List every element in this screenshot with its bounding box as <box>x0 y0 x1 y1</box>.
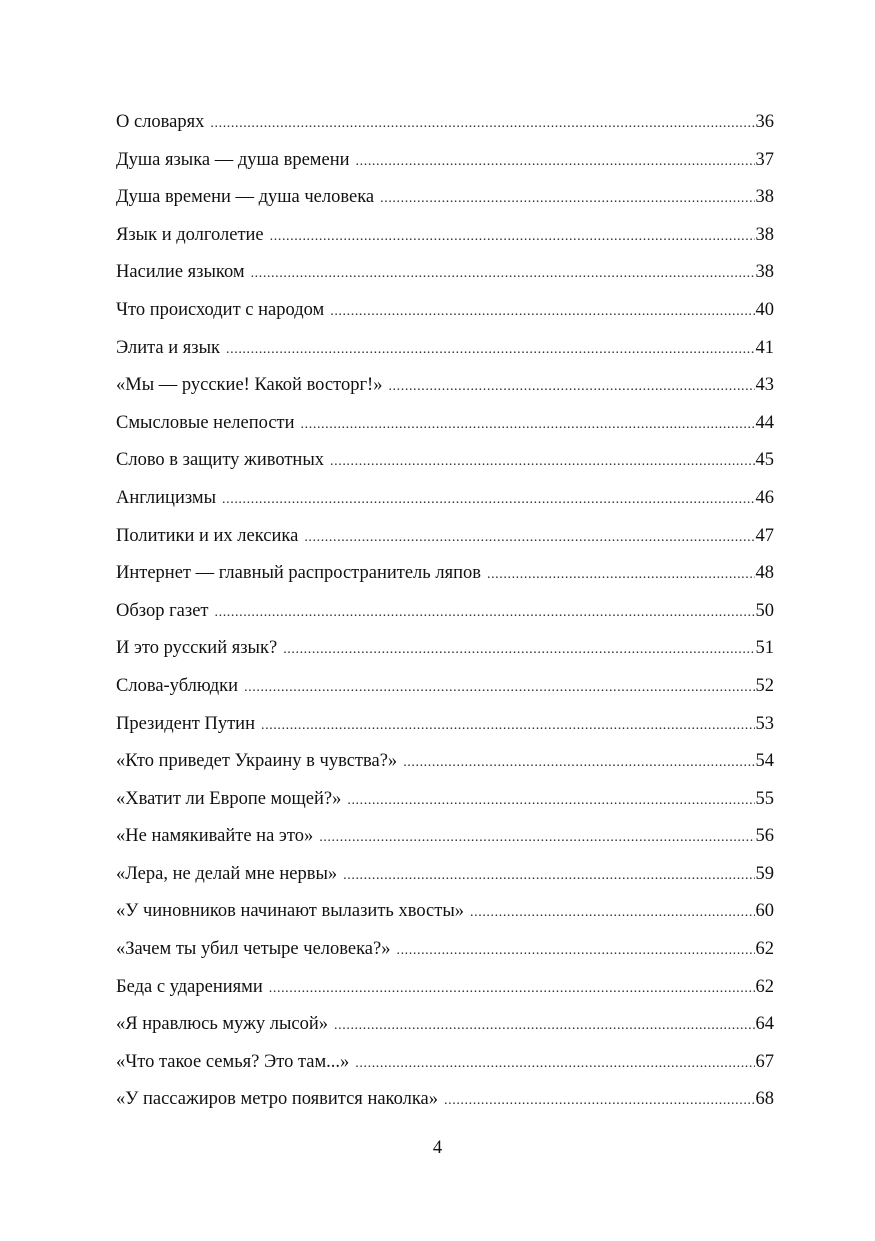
toc-dot-leader <box>388 375 754 399</box>
toc-entry-title: «У пассажиров метро появится наколка» <box>116 1089 439 1110</box>
toc-dot-leader <box>215 601 755 625</box>
toc-entry <box>116 373 774 411</box>
toc-dot-leader <box>330 450 754 474</box>
toc-entry-title: «Зачем ты убил четыре человека?» <box>116 939 391 960</box>
toc-entry-title: «Лера, не делай мне нервы» <box>116 863 338 884</box>
toc-entry-page: 38 <box>755 262 774 283</box>
toc-entry-page: 62 <box>755 939 774 960</box>
toc-dot-leader <box>226 338 754 362</box>
toc-dot-leader <box>244 676 754 700</box>
toc-entry-title: Обзор газет <box>116 600 209 621</box>
toc-entry-page: 53 <box>755 713 774 734</box>
toc-dot-leader <box>470 901 754 925</box>
toc-entry-title: «Что такое семья? Это там...» <box>116 1051 350 1072</box>
toc-entry <box>116 110 774 148</box>
toc-entry-title: «Кто приведет Украину в чувства?» <box>116 751 398 772</box>
toc-entry <box>116 448 774 486</box>
toc-dot-leader <box>444 1089 754 1113</box>
toc-entry <box>116 336 774 374</box>
toc-entry <box>116 486 774 524</box>
toc-entry-page: 54 <box>755 751 774 772</box>
toc-entry-title: «Я нравлюсь мужу лысой» <box>116 1014 329 1035</box>
toc-entry <box>116 260 774 298</box>
toc-entry-title: «Мы — русские! Какой восторг!» <box>116 375 383 396</box>
toc-dot-leader <box>380 187 754 211</box>
toc-entry-page: 62 <box>755 976 774 997</box>
toc-entry-title: Политики и их лексика <box>116 525 299 546</box>
toc-entry-page: 43 <box>755 375 774 396</box>
toc-entry <box>116 824 774 862</box>
toc-entry-title: Беда с ударениями <box>116 976 263 997</box>
toc-entry <box>116 862 774 900</box>
page-number: 4 <box>432 1138 443 1158</box>
toc-entry-title: Элита и язык <box>116 337 221 358</box>
toc-entry <box>116 1050 774 1088</box>
toc-entry-title: Президент Путин <box>116 713 255 734</box>
toc-dot-leader <box>261 714 755 738</box>
toc-entry-title: «У чиновников начинают вылазить хвосты» <box>116 901 465 922</box>
toc-entry-title: «Не намякивайте на это» <box>116 826 314 847</box>
toc-entry <box>116 185 774 223</box>
toc-entry-page: 40 <box>755 299 774 320</box>
toc-entry <box>116 975 774 1013</box>
toc-entry-page: 44 <box>755 412 774 433</box>
toc-dot-leader <box>355 1052 754 1076</box>
toc-entry-title: Англицизмы <box>116 487 217 508</box>
toc-entry-page: 46 <box>755 487 774 508</box>
toc-entry <box>116 636 774 674</box>
toc-dot-leader <box>270 225 755 249</box>
toc-entry-page: 64 <box>755 1014 774 1035</box>
toc-dot-leader <box>330 300 754 324</box>
toc-entry <box>116 1087 774 1125</box>
toc-dot-leader <box>269 977 755 1001</box>
toc-dot-leader <box>356 150 755 174</box>
toc-entry <box>116 1012 774 1050</box>
toc-entry <box>116 561 774 599</box>
toc-dot-leader <box>304 526 754 550</box>
toc-entry-title: Смысловые нелепости <box>116 412 295 433</box>
toc-entry-title: О словарях <box>116 112 205 132</box>
toc-entry-page: 56 <box>755 826 774 847</box>
toc-entry <box>116 712 774 750</box>
toc-entry-page: 41 <box>755 337 774 358</box>
toc-entry <box>116 148 774 186</box>
table-of-contents <box>116 110 774 1125</box>
toc-entry-title: Душа языка — душа времени <box>116 149 350 170</box>
toc-entry-page: 51 <box>755 638 774 659</box>
toc-entry-page: 67 <box>755 1051 774 1072</box>
toc-entry-title: Душа времени — душа человека <box>116 187 375 208</box>
toc-entry-title: Язык и долголетие <box>116 224 264 245</box>
toc-entry-title: Слова-ублюдки <box>116 675 239 696</box>
toc-entry-title: Насилие языком <box>116 262 245 283</box>
toc-entry <box>116 899 774 937</box>
toc-entry-page: 59 <box>755 863 774 884</box>
toc-dot-leader <box>403 751 754 775</box>
toc-entry-title: Что происходит с народом <box>116 299 325 320</box>
toc-entry-page: 55 <box>755 788 774 809</box>
toc-entry <box>116 749 774 787</box>
toc-entry-page: 36 <box>755 112 774 132</box>
toc-dot-leader <box>222 488 754 512</box>
toc-entry-page: 68 <box>755 1089 774 1110</box>
toc-entry-page: 48 <box>755 563 774 584</box>
toc-entry <box>116 298 774 336</box>
toc-dot-leader <box>343 864 754 888</box>
toc-dot-leader <box>210 112 754 136</box>
toc-dot-leader <box>251 262 755 286</box>
toc-entry-page: 45 <box>755 450 774 471</box>
toc-dot-leader <box>334 1014 754 1038</box>
toc-entry-title: «Хватит ли Европе мощей?» <box>116 788 342 809</box>
toc-dot-leader <box>319 826 754 850</box>
toc-entry-page: 38 <box>755 187 774 208</box>
toc-entry-page: 47 <box>755 525 774 546</box>
toc-entry <box>116 411 774 449</box>
toc-dot-leader <box>396 939 754 963</box>
toc-dot-leader <box>487 563 755 587</box>
toc-entry-title: И это русский язык? <box>116 638 278 659</box>
toc-entry <box>116 787 774 825</box>
toc-entry <box>116 674 774 712</box>
toc-entry <box>116 937 774 975</box>
toc-dot-leader <box>301 413 755 437</box>
toc-entry <box>116 599 774 637</box>
toc-entry-title: Слово в защиту животных <box>116 450 325 471</box>
toc-entry-page: 60 <box>755 901 774 922</box>
toc-entry-page: 50 <box>755 600 774 621</box>
toc-entry-page: 52 <box>755 675 774 696</box>
toc-entry-page: 38 <box>755 224 774 245</box>
toc-entry <box>116 223 774 261</box>
toc-dot-leader <box>283 638 754 662</box>
toc-dot-leader <box>347 789 754 813</box>
toc-entry-page: 37 <box>755 149 774 170</box>
toc-entry-title: Интернет — главный распространитель ляпов <box>116 563 481 584</box>
toc-entry <box>116 524 774 562</box>
